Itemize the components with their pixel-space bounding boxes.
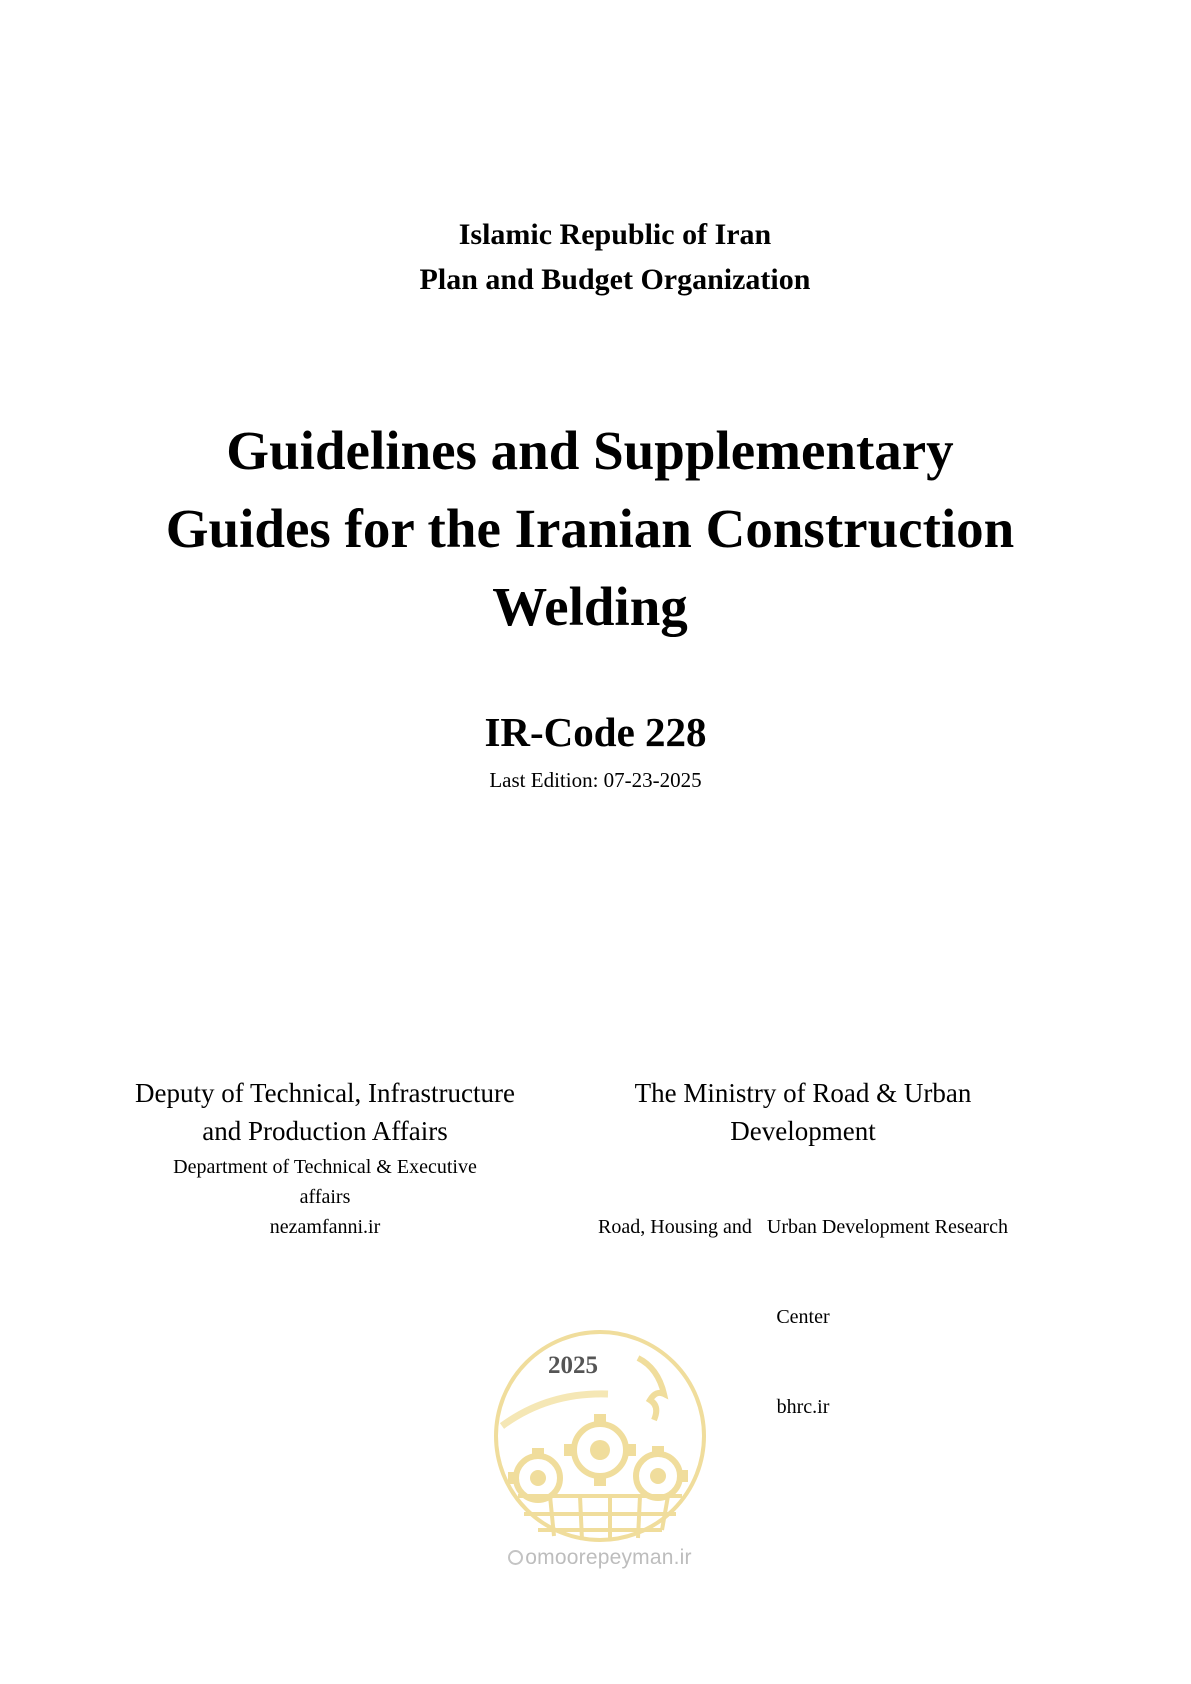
right-dept-line-2: Center — [776, 1306, 830, 1328]
organization-name: Plan and Budget Organization — [419, 263, 811, 296]
country-name: Islamic Republic of Iran — [458, 218, 772, 251]
title-line-1: Guidelines and Supplementary — [226, 420, 954, 481]
right-org-line-2: Development — [730, 1116, 876, 1146]
edition-date: Last Edition: 07-23-2025 — [489, 768, 702, 792]
title-line-3: Welding — [492, 576, 688, 637]
globe-icon — [508, 1550, 523, 1565]
left-organization-block — [110, 1074, 540, 1242]
left-dept — [110, 1152, 540, 1242]
seal-year: 2025 — [548, 1352, 598, 1379]
left-dept-line-2: affairs — [299, 1186, 351, 1208]
title-line-2: Guides for the Iranian Construction — [165, 498, 1015, 559]
left-dept-line-1: Department of Technical & Executive — [173, 1156, 477, 1178]
seal-website-text: omoorepeyman.ir — [525, 1546, 692, 1569]
right-org-line-1: The Ministry of Road & Urban — [634, 1078, 972, 1108]
left-org-line-2: and Production Affairs — [202, 1116, 448, 1146]
publisher-seal — [488, 1330, 712, 1580]
right-dept-line-1: Road, Housing and Urban Development Research — [598, 1216, 1008, 1238]
code-number: IR-Code 228 — [484, 709, 707, 755]
document-title — [100, 412, 1080, 646]
left-website: nezamfanni.ir — [269, 1216, 381, 1238]
right-website: bhrc.ir — [776, 1396, 830, 1418]
seal-emblem-icon — [488, 1330, 712, 1542]
issuing-authority — [0, 212, 1191, 302]
seal-website — [488, 1546, 712, 1570]
left-org-line-1: Deputy of Technical, Infrastructure — [135, 1078, 515, 1108]
